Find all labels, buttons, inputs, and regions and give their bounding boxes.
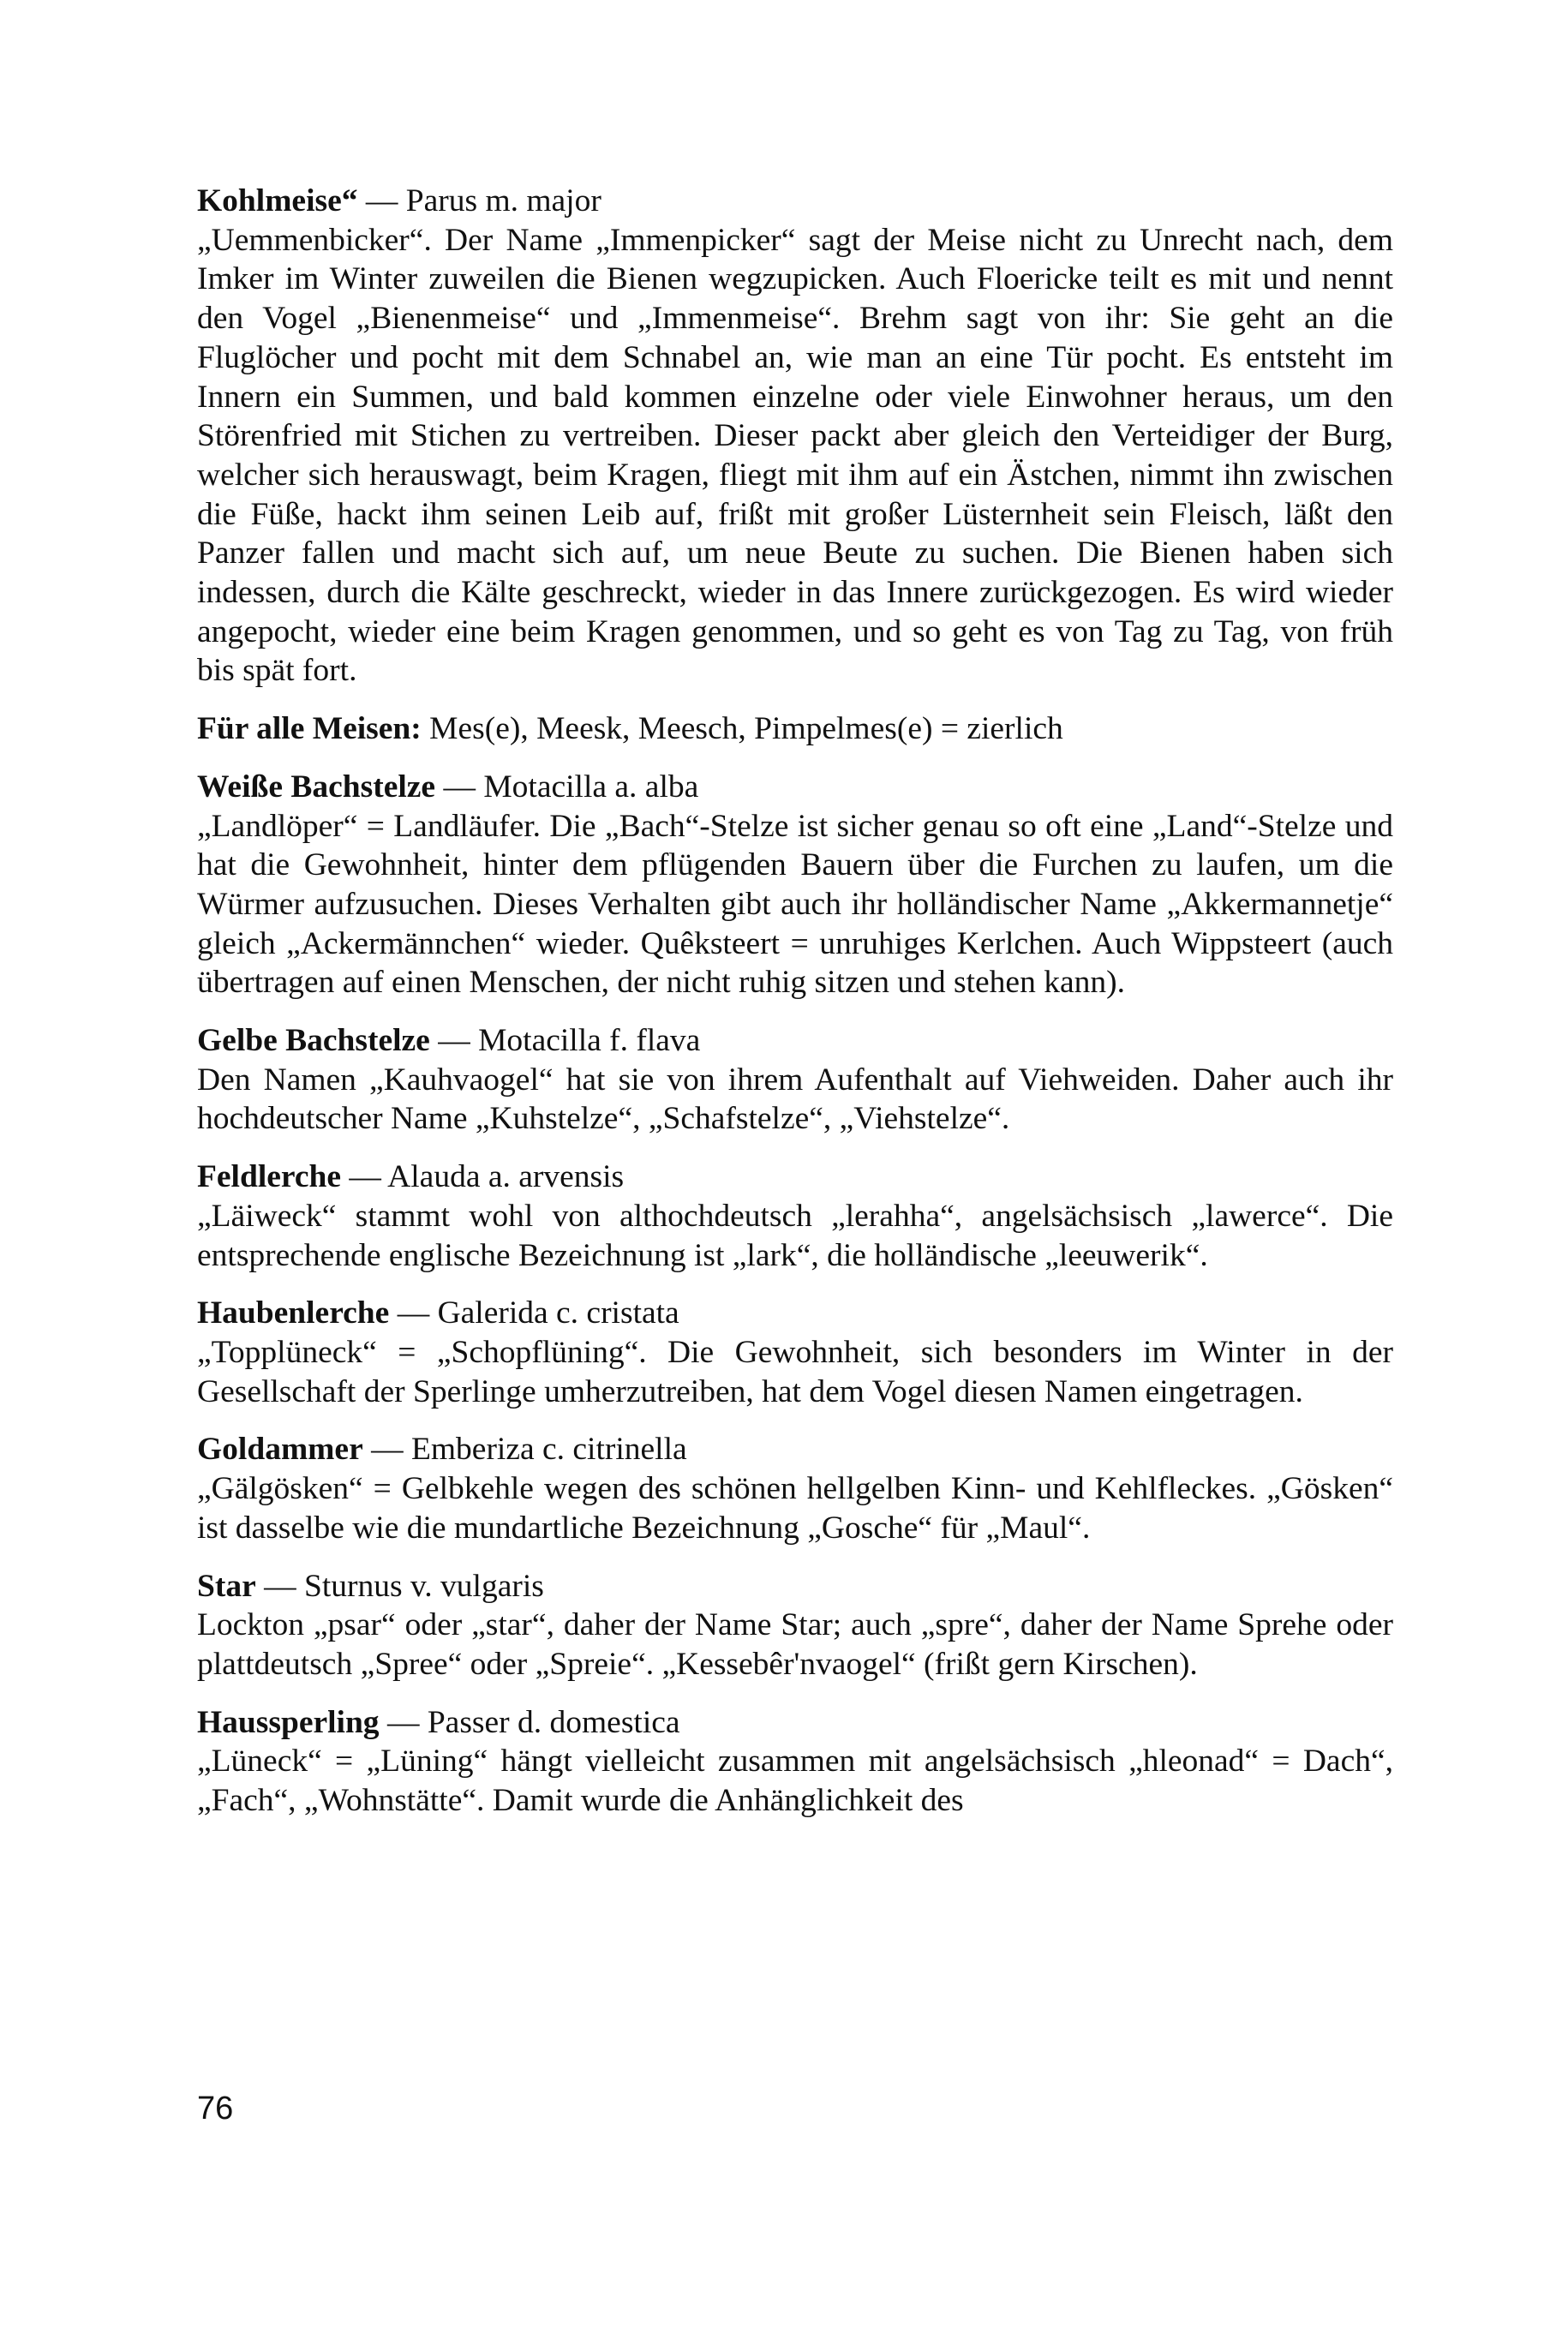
bird-name: Gelbe Bachstelze bbox=[197, 1023, 430, 1059]
bird-name: Für alle Meisen: bbox=[197, 711, 422, 747]
entry-kohlmeise bbox=[197, 182, 1393, 691]
entry-alle-meisen bbox=[197, 709, 1393, 749]
entry-heading bbox=[197, 709, 1393, 749]
latin-name: — Sturnus v. vulgaris bbox=[255, 1568, 544, 1604]
entry-heading bbox=[197, 1430, 1393, 1469]
bird-name: Star bbox=[197, 1568, 256, 1604]
latin-name: Mes(e), Meesk, Meesch, Pimpelmes(e) = zierlich bbox=[421, 711, 1063, 747]
entry-text: Den Namen „Kauhvaogel“ hat sie von ihrem Aufenthalt auf Viehweiden. Daher auch ihr hochdeutscher Name „Kuhstelze“, „Schafstelze“, „Viehstelze“. bbox=[197, 1062, 1393, 1137]
latin-name: — Emberiza c. citrinella bbox=[362, 1432, 687, 1468]
text-block bbox=[197, 182, 1393, 1839]
entry-heading bbox=[197, 1294, 1393, 1333]
entry-star bbox=[197, 1567, 1393, 1684]
entry-gelbe-bachstelze bbox=[197, 1021, 1393, 1139]
entry-text: „Läiweck“ stammt wohl von althochdeutsch „lerahha“, angelsächsisch „lawerce“. Die entsprechende englische Bezeichnung ist „lark“, die holländische „leeuwerik“. bbox=[197, 1198, 1393, 1273]
entry-text: „Topplüneck“ = „Schopflüning“. Die Gewohnheit, sich besonders im Winter in der Gesellschaft der Sperlinge umherzutreiben, hat dem Vogel diesen Namen eingetragen. bbox=[197, 1334, 1393, 1409]
latin-name: — Motacilla a. alba bbox=[435, 769, 699, 805]
page-number: 76 bbox=[197, 2091, 234, 2127]
entry-goldammer bbox=[197, 1430, 1393, 1547]
entry-heading bbox=[197, 768, 1393, 807]
bird-name: Weiße Bachstelze bbox=[197, 769, 436, 805]
bird-name: Feldlerche bbox=[197, 1159, 341, 1195]
entry-text: „Lüneck“ = „Lüning“ hängt vielleicht zusammen mit angelsächsisch „hleonad“ = Dach“, „Fach“, „Wohnstätte“. Damit wurde die Anhänglichkeit des bbox=[197, 1744, 1393, 1819]
latin-name: — Galerida c. cristata bbox=[389, 1295, 679, 1331]
entry-text: Lockton „psar“ oder „star“, daher der Name Star; auch „spre“, daher der Name Sprehe oder plattdeutsch „Spree“ oder „Spreie“. „Kessebêr'nvaogel“ (frißt gern Kirschen). bbox=[197, 1607, 1393, 1682]
bird-name: Kohlmeise“ bbox=[197, 183, 358, 218]
latin-name: — Passer d. domestica bbox=[379, 1704, 680, 1740]
entry-haubenlerche bbox=[197, 1294, 1393, 1411]
entry-heading bbox=[197, 182, 1393, 221]
entry-text: „Gälgösken“ = Gelbkehle wegen des schönen hellgelben Kinn- und Kehlfleckes. „Gösken“ ist dasselbe wie die mundartliche Bezeichnung „Gosche“ für „Maul“. bbox=[197, 1471, 1393, 1546]
latin-name: — Motacilla f. flava bbox=[429, 1023, 701, 1059]
entry-heading bbox=[197, 1158, 1393, 1197]
latin-name: — Parus m. major bbox=[357, 183, 601, 218]
entry-weisse-bachstelze bbox=[197, 768, 1393, 1002]
entry-feldlerche bbox=[197, 1158, 1393, 1275]
bird-name: Goldammer bbox=[197, 1432, 363, 1468]
entry-heading bbox=[197, 1021, 1393, 1061]
entry-haussperling bbox=[197, 1703, 1393, 1821]
entry-text: „Landlöper“ = Landläufer. Die „Bach“-Stelze ist sicher genau so oft eine „Land“-Stelze und hat die Gewohnheit, hinter dem pflügenden Bauern über die Furchen zu laufen, um die Würmer aufzusuchen. Dieses Verhalten gibt auch ihr holländischer Name „Akkermannetje“ gleich „Ackermännchen“ wieder. Quêksteert = unruhiges Kerlchen. Auch Wippsteert (auch übertragen auf einen Menschen, der nicht ruhig sitzen und stehen kann). bbox=[197, 808, 1393, 1001]
latin-name: — Alauda a. arvensis bbox=[341, 1159, 625, 1195]
entry-heading bbox=[197, 1703, 1393, 1743]
bird-name: Haubenlerche bbox=[197, 1295, 390, 1331]
entry-heading bbox=[197, 1567, 1393, 1606]
bird-name: Haussperling bbox=[197, 1704, 380, 1740]
entry-text: „Uemmenbicker“. Der Name „Immenpicker“ sagt der Meise nicht zu Unrecht nach, dem Imker im Winter zuweilen die Bienen wegzupicken. Auch Floericke teilt es mit und nennt den Vogel „Bienenmeise“ und „Immenmeise“. Brehm sagt von ihr: Sie geht an die Fluglöcher und pocht mit dem Schnabel an, wie man an eine Tür pocht. Es entsteht im Innern ein Summen, und bald kommen einzelne oder viele Einwohner heraus, um den Störenfried mit Stichen zu vertreiben. Dieser packt aber gleich den Verteidiger der Burg, welcher sich herauswagt, beim Kragen, fliegt mit ihm auf ein Ästchen, nimmt ihn zwischen die Füße, hackt ihm seinen Leib auf, frißt mit großer Lüsternheit sein Fleisch, läßt den Panzer fallen und macht sich auf, um neue Beute zu suchen. Die Bienen haben sich indessen, durch die Kälte geschreckt, wieder in das Innere zurückgezogen. Es wird wieder angepocht, wieder eine beim Kragen genommen, und so geht es von Tag zu Tag, von früh bis spät fort. bbox=[197, 222, 1393, 689]
